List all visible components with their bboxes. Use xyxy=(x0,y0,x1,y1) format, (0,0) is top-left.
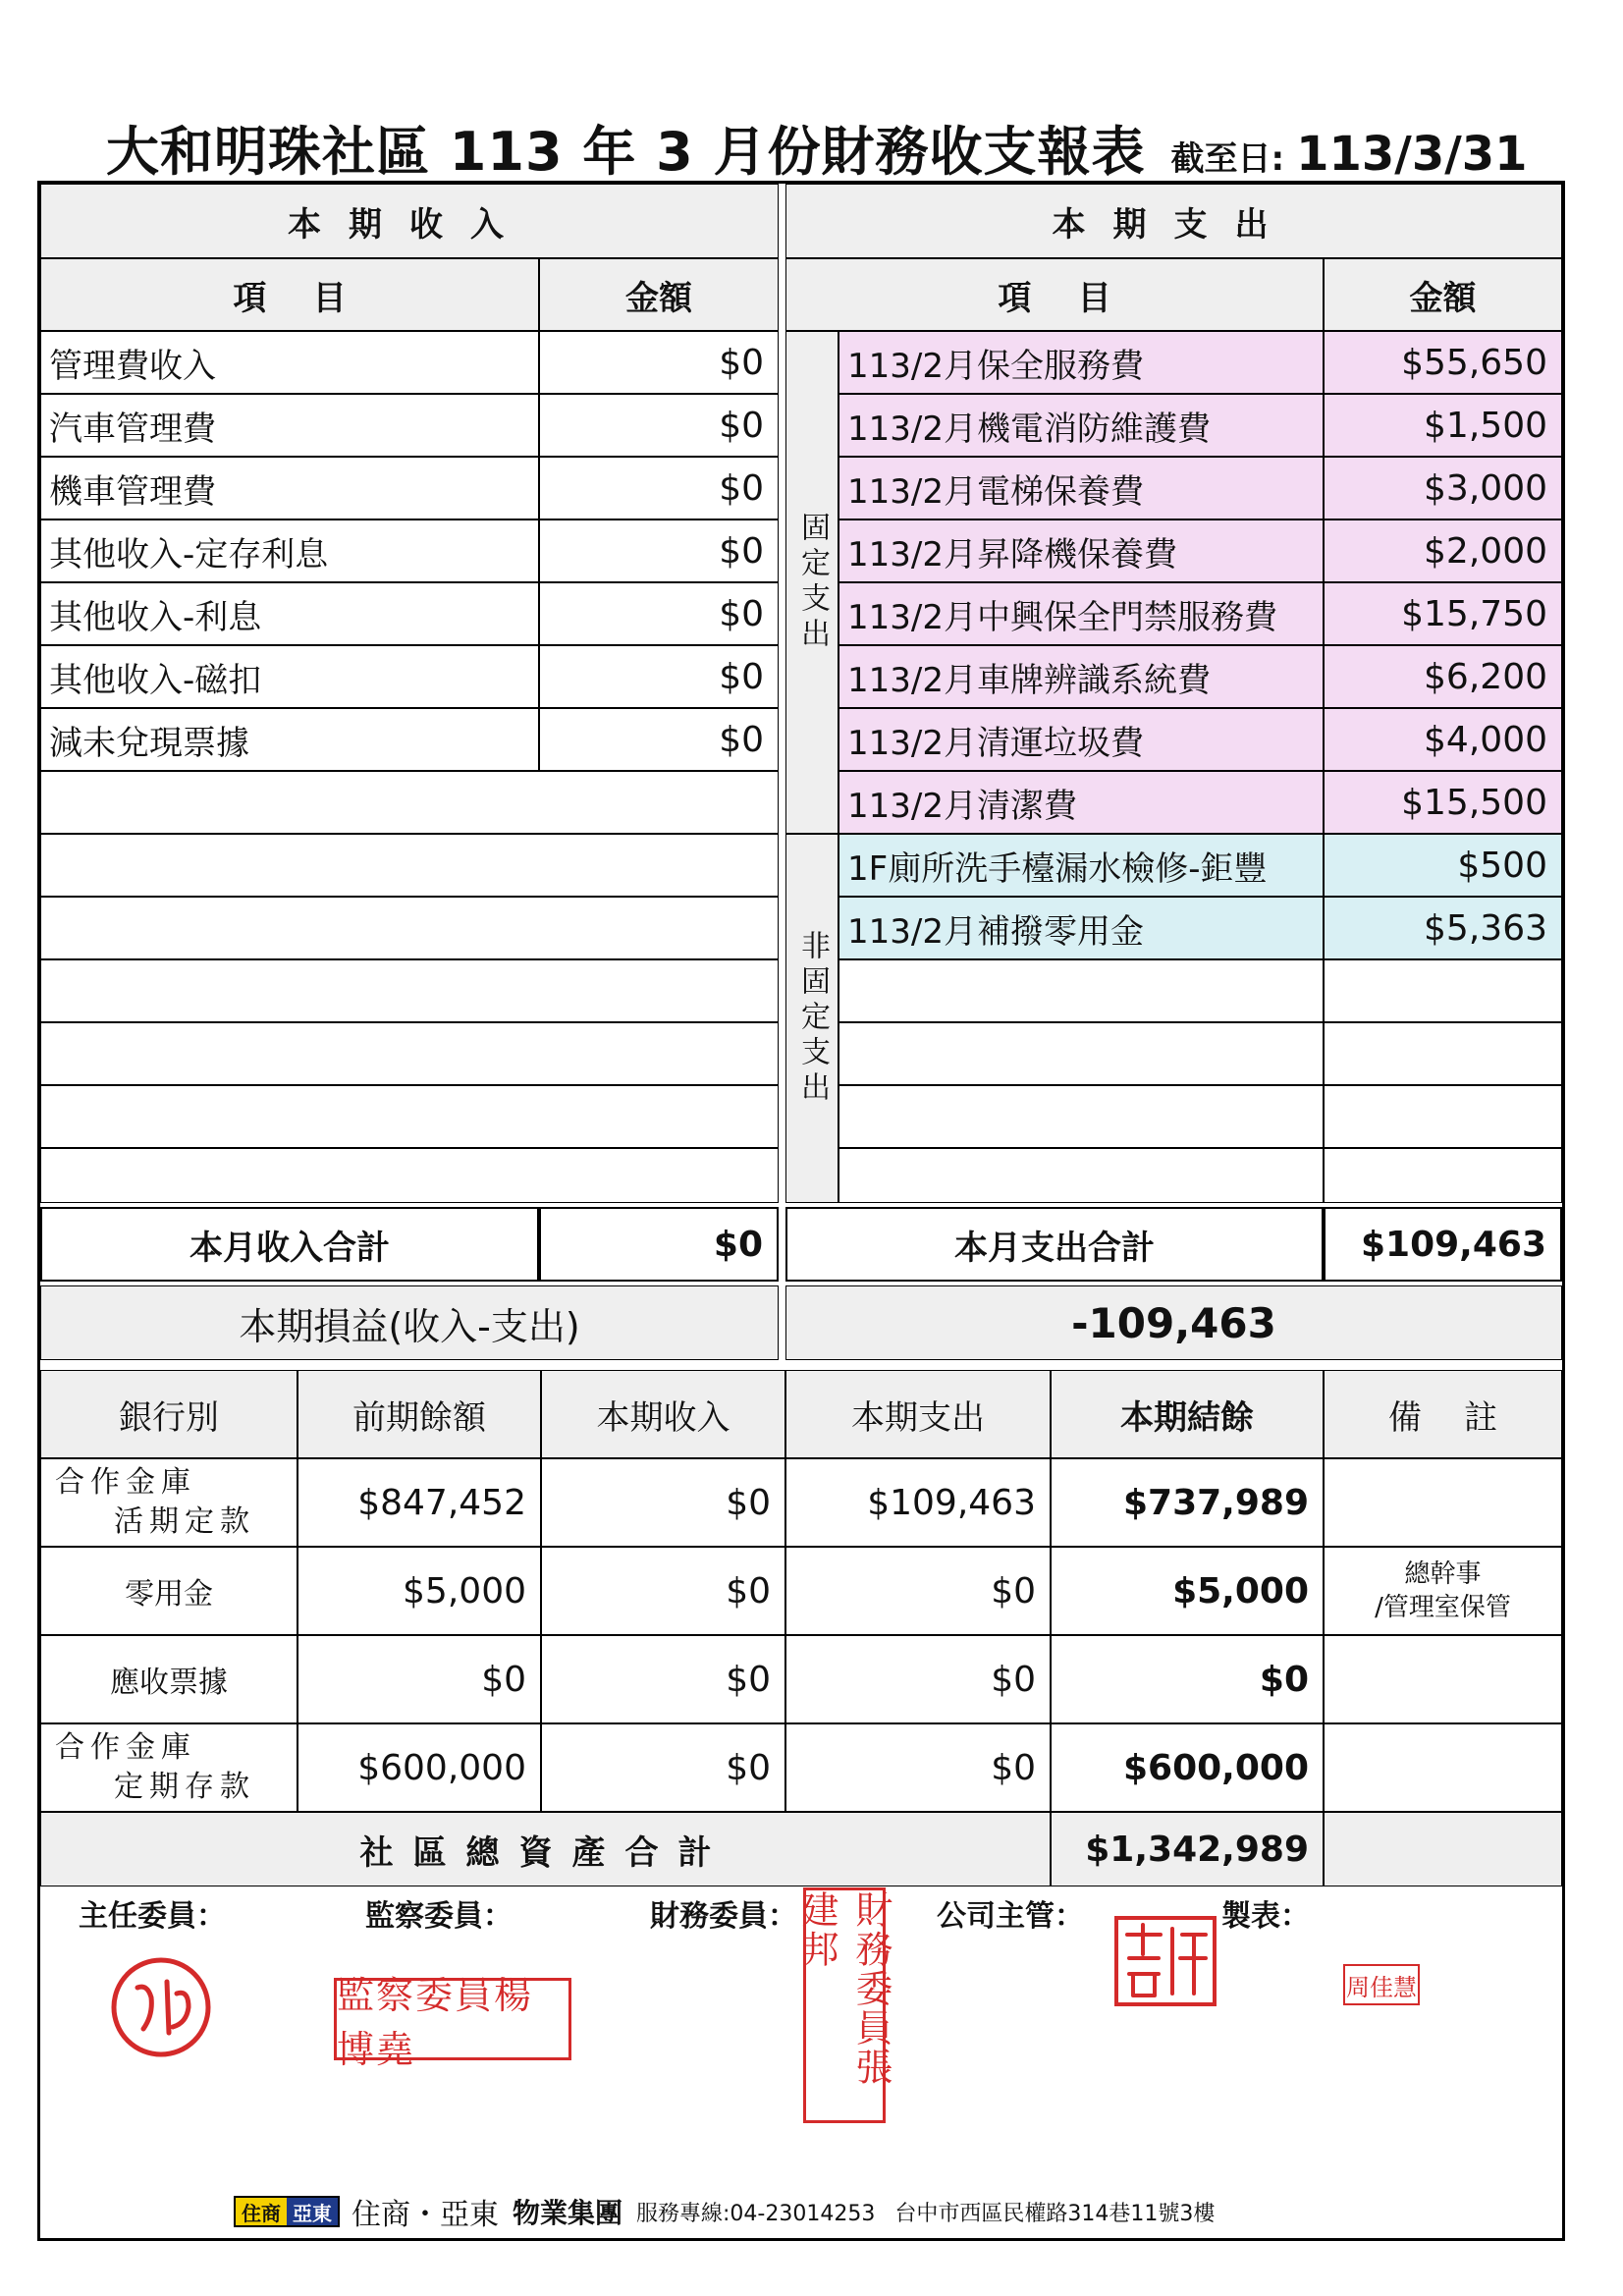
bank-expense: $109,463 xyxy=(785,1458,1051,1547)
bank-name: 合作金庫 活期定款 xyxy=(40,1458,298,1547)
expense-amount: $15,500 xyxy=(1324,771,1562,834)
expense-amount: $4,000 xyxy=(1324,708,1562,771)
service-phone: 服務專線:04-23014253 xyxy=(636,2201,876,2226)
expense-empty-row xyxy=(839,1022,1324,1085)
income-item: 減未兌現票據 xyxy=(40,708,539,771)
income-item: 其他收入-定存利息 xyxy=(40,519,539,582)
expense-item: 113/2月清運垃圾費 xyxy=(839,708,1324,771)
fixed-expense-label: 固定支出 xyxy=(785,331,839,834)
expense-section-header: 本期支出 xyxy=(785,184,1562,258)
sig-chairman-label: 主任委員： xyxy=(79,1899,226,1934)
expense-empty-row xyxy=(1324,959,1562,1022)
expense-empty-row xyxy=(839,1148,1324,1203)
logo-part-a: 住商 xyxy=(236,2198,287,2225)
expense-empty-row xyxy=(1324,1022,1562,1085)
expense-item: 113/2月保全服務費 xyxy=(839,331,1324,394)
maker-seal: 周佳慧 xyxy=(1343,1964,1420,2005)
profit-label: 本期損益(收入-支出) xyxy=(40,1285,779,1360)
income-total: $0 xyxy=(539,1207,779,1282)
expense-empty-row xyxy=(839,1085,1324,1148)
income-amount: $0 xyxy=(539,708,779,771)
income-empty-row xyxy=(40,834,779,897)
sig-maker-label: 製表： xyxy=(1221,1899,1310,1934)
income-empty-row xyxy=(40,1148,779,1203)
bank-note: 總幹事 /管理室保管 xyxy=(1324,1547,1562,1635)
bank-income: $0 xyxy=(541,1723,785,1812)
bank-note xyxy=(1324,1723,1562,1812)
expense-item: 113/2月清潔費 xyxy=(839,771,1324,834)
bank-name: 零用金 xyxy=(40,1547,298,1635)
income-section-header: 本期收入 xyxy=(40,184,779,258)
bank-col-income: 本期收入 xyxy=(541,1370,785,1458)
income-amount: $0 xyxy=(539,645,779,708)
bank-expense: $0 xyxy=(785,1635,1051,1723)
expense-empty-row xyxy=(839,959,1324,1022)
bank-prev: $5,000 xyxy=(298,1547,541,1635)
expense-amount: $5,363 xyxy=(1324,897,1562,959)
bank-prev: $0 xyxy=(298,1635,541,1723)
income-empty-row xyxy=(40,959,779,1022)
expense-total-label: 本月支出合計 xyxy=(785,1207,1324,1282)
bank-income: $0 xyxy=(541,1547,785,1635)
income-item: 機車管理費 xyxy=(40,457,539,519)
bank-balance: $0 xyxy=(1051,1635,1324,1723)
sig-finance-label: 財務委員： xyxy=(650,1899,797,1934)
expense-amount: $15,750 xyxy=(1324,582,1562,645)
bank-col-prev: 前期餘額 xyxy=(298,1370,541,1458)
income-empty-row xyxy=(40,1022,779,1085)
income-empty-row xyxy=(40,1085,779,1148)
income-amount: $0 xyxy=(539,457,779,519)
income-col-amount: 金額 xyxy=(539,258,779,331)
bank-col-name: 銀行別 xyxy=(40,1370,298,1458)
expense-amount: $55,650 xyxy=(1324,331,1562,394)
bank-col-expense: 本期支出 xyxy=(785,1370,1051,1458)
income-empty-row xyxy=(40,771,779,834)
bank-balance: $600,000 xyxy=(1051,1723,1324,1812)
expense-empty-row xyxy=(1324,1148,1562,1203)
bank-col-note: 備 註 xyxy=(1324,1370,1562,1458)
nonfixed-expense-label: 非固定支出 xyxy=(785,834,839,1203)
expense-item: 113/2月機電消防維護費 xyxy=(839,394,1324,457)
company-brand: 住商・亞東 xyxy=(352,2198,499,2232)
expense-amount: $500 xyxy=(1324,834,1562,897)
company-group: 物業集團 xyxy=(513,2197,623,2229)
bank-col-balance: 本期結餘 xyxy=(1051,1370,1324,1458)
as-of-label: 截至日: xyxy=(1170,139,1285,179)
bank-name: 應收票據 xyxy=(40,1635,298,1723)
expense-item: 113/2月車牌辨識系統費 xyxy=(839,645,1324,708)
profit-value: -109,463 xyxy=(785,1285,1562,1360)
supervisor-seal: 監察委員楊博堯 xyxy=(334,1978,571,2060)
expense-item: 1F廁所洗手檯漏水檢修-鉅豐 xyxy=(839,834,1324,897)
bank-income: $0 xyxy=(541,1458,785,1547)
income-item: 管理費收入 xyxy=(40,331,539,394)
company-address: 台中市西區民權路314巷11號3樓 xyxy=(894,2201,1216,2226)
footer xyxy=(234,2192,1215,2231)
chairman-seal xyxy=(108,1954,214,2060)
expense-amount: $2,000 xyxy=(1324,519,1562,582)
income-empty-row xyxy=(40,897,779,959)
bank-note xyxy=(1324,1458,1562,1547)
bank-prev: $847,452 xyxy=(298,1458,541,1547)
income-item: 其他收入-利息 xyxy=(40,582,539,645)
company-logo xyxy=(234,2196,340,2227)
total-assets-label: 社區總資產合計 xyxy=(40,1812,1051,1886)
sig-supervisor-label: 監察委員： xyxy=(365,1899,513,1934)
income-amount: $0 xyxy=(539,394,779,457)
finance-seal: 財務委員張建邦 xyxy=(803,1887,886,2123)
total-assets-note xyxy=(1324,1812,1562,1886)
bank-balance: $5,000 xyxy=(1051,1547,1324,1635)
bank-income: $0 xyxy=(541,1635,785,1723)
expense-amount: $6,200 xyxy=(1324,645,1562,708)
bank-name: 合作金庫 定期存款 xyxy=(40,1723,298,1812)
expense-amount: $1,500 xyxy=(1324,394,1562,457)
income-amount: $0 xyxy=(539,582,779,645)
bank-prev: $600,000 xyxy=(298,1723,541,1812)
manager-seal xyxy=(1113,1915,1217,2007)
expense-total: $109,463 xyxy=(1324,1207,1562,1282)
income-item: 汽車管理費 xyxy=(40,394,539,457)
as-of-date: 113/3/31 xyxy=(1296,127,1528,182)
income-amount: $0 xyxy=(539,331,779,394)
report-title-line xyxy=(106,110,1559,185)
expense-col-amount: 金額 xyxy=(1324,258,1562,331)
report-title: 大和明珠社區 113 年 3 月份財務收支報表 xyxy=(106,121,1146,183)
expense-item: 113/2月補撥零用金 xyxy=(839,897,1324,959)
bank-note xyxy=(1324,1635,1562,1723)
total-assets-value: $1,342,989 xyxy=(1051,1812,1324,1886)
income-col-item: 項 目 xyxy=(40,258,539,331)
bank-balance: $737,989 xyxy=(1051,1458,1324,1547)
bank-expense: $0 xyxy=(785,1547,1051,1635)
income-total-label: 本月收入合計 xyxy=(40,1207,539,1282)
sig-manager-label: 公司主管： xyxy=(937,1899,1084,1934)
expense-amount: $3,000 xyxy=(1324,457,1562,519)
expense-col-item: 項 目 xyxy=(785,258,1324,331)
income-item: 其他收入-磁扣 xyxy=(40,645,539,708)
expense-item: 113/2月昇降機保養費 xyxy=(839,519,1324,582)
expense-item: 113/2月電梯保養費 xyxy=(839,457,1324,519)
income-amount: $0 xyxy=(539,519,779,582)
expense-empty-row xyxy=(1324,1085,1562,1148)
logo-part-b: 亞東 xyxy=(287,2198,338,2225)
expense-item: 113/2月中興保全門禁服務費 xyxy=(839,582,1324,645)
bank-expense: $0 xyxy=(785,1723,1051,1812)
